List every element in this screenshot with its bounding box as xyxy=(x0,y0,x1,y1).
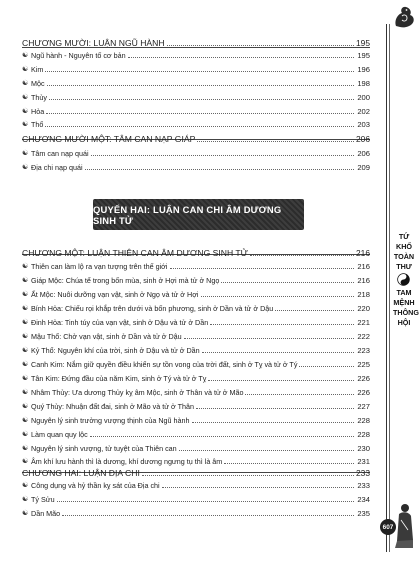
toc-item[interactable] xyxy=(22,291,370,299)
toc-entry-text: Hỏa xyxy=(31,107,45,116)
toc-item[interactable] xyxy=(22,94,370,102)
toc-page-number: 235 xyxy=(357,509,370,518)
dot-leader xyxy=(201,296,355,297)
yin-yang-bullet-icon: ☯ xyxy=(22,291,29,298)
yin-yang-bullet-icon: ☯ xyxy=(22,80,29,87)
toc-item[interactable] xyxy=(22,319,370,327)
toc-item[interactable] xyxy=(22,445,370,453)
yin-yang-bullet-icon: ☯ xyxy=(22,510,29,517)
dot-leader xyxy=(184,338,354,339)
side-title-line: MỆNH xyxy=(393,298,415,307)
toc-item[interactable] xyxy=(22,403,370,411)
toc-entry-text: CHƯƠNG MƯỜI: LUẬN NGŨ HÀNH xyxy=(22,38,165,48)
toc-page-number: 198 xyxy=(357,79,370,88)
yin-yang-bullet-icon: ☯ xyxy=(22,277,29,284)
toc-item[interactable] xyxy=(22,333,370,341)
dot-leader xyxy=(46,113,354,114)
toc-page-number: 227 xyxy=(357,402,370,411)
dot-leader xyxy=(197,141,354,142)
side-title-line: THÔNG xyxy=(393,308,419,317)
toc-item[interactable] xyxy=(22,150,370,158)
toc-page-number: 234 xyxy=(357,495,370,504)
side-title-line: HỘI xyxy=(397,318,411,327)
dot-leader xyxy=(221,282,354,283)
yin-yang-bullet-icon: ☯ xyxy=(22,94,29,101)
dot-leader xyxy=(57,501,354,502)
yin-yang-bullet-icon: ☯ xyxy=(22,164,29,171)
toc-entry-text: Địa chi nạp quái xyxy=(31,163,83,172)
dot-leader xyxy=(224,463,354,464)
dot-leader xyxy=(210,324,354,325)
toc-item[interactable] xyxy=(22,52,370,60)
yin-yang-bullet-icon: ☯ xyxy=(22,305,29,312)
toc-page-number: 203 xyxy=(357,120,370,129)
toc-page-number: 220 xyxy=(357,304,370,313)
toc-page-number: 230 xyxy=(357,444,370,453)
toc-chapter[interactable] xyxy=(22,38,370,48)
toc-entry-text: Bính Hỏa: Chiếu rọi khắp trên dưới và bốn phương, sinh ở Dần và tử ở Dậu xyxy=(31,304,274,313)
yin-yang-bullet-icon: ☯ xyxy=(22,431,29,438)
toc-entry-text: Mộc xyxy=(31,79,45,88)
toc-page-number: 223 xyxy=(357,346,370,355)
yin-yang-bullet-icon: ☯ xyxy=(22,445,29,452)
toc-entry-text: Tâm can nạp quái xyxy=(31,149,89,158)
side-title-line: TOÀN xyxy=(393,252,415,261)
toc-page-number: 200 xyxy=(357,93,370,102)
toc-entry-text: Canh Kim: Nắm giữ quyền điều khiển sự tồn vong của trời đất, sinh ở Tỵ và tử ở Tý xyxy=(31,360,298,369)
toc-page-number: 226 xyxy=(357,388,370,397)
toc-entry-text: CHƯƠNG MƯỜI MỘT: TÂM CAN NẠP GIÁP xyxy=(22,134,196,144)
yin-yang-bullet-icon: ☯ xyxy=(22,496,29,503)
toc-page-number: 222 xyxy=(357,332,370,341)
yin-yang-bullet-icon: ☯ xyxy=(22,347,29,354)
side-decoration xyxy=(380,0,419,575)
toc-entry-text: Nhâm Thủy: Ưa dương Thủy kỵ âm Mộc, sinh ở Thân và tử ở Mão xyxy=(31,388,244,397)
toc-item[interactable] xyxy=(22,375,370,383)
toc-page-number: 216 xyxy=(357,276,370,285)
toc-entry-text: Tý Sửu xyxy=(31,495,55,504)
dot-leader xyxy=(167,45,354,46)
page-number-badge: 607 xyxy=(380,519,396,535)
toc-page-number: 228 xyxy=(357,430,370,439)
toc-entry-text: Công dụng và hỷ thần kỵ sát của Địa chi xyxy=(31,481,160,490)
dot-leader xyxy=(299,366,354,367)
toc-item[interactable] xyxy=(22,66,370,74)
toc-entry-text: Tân Kim: Đứng đầu của năm Kim, sinh ở Tý và tử ở Tỵ xyxy=(31,374,207,383)
dot-leader xyxy=(142,475,354,476)
yin-yang-bullet-icon: ☯ xyxy=(22,319,29,326)
banner-title: QUYỂN HAI: LUẬN CAN CHI ÂM DƯƠNG SINH TỬ xyxy=(93,203,282,226)
dot-leader xyxy=(179,450,354,451)
toc-page-number: 233 xyxy=(357,481,370,490)
toc-page-number: 216 xyxy=(356,248,370,258)
toc-chapter[interactable] xyxy=(22,248,370,258)
yin-yang-bullet-icon: ☯ xyxy=(22,417,29,424)
toc-item[interactable] xyxy=(22,417,370,425)
toc-entry-text: Kim xyxy=(31,65,44,74)
dot-leader xyxy=(49,99,354,100)
yin-yang-bullet-icon: ☯ xyxy=(22,458,29,465)
toc-item[interactable] xyxy=(22,263,370,271)
toc-entry-text: CHƯƠNG HAI: LUẬN ĐỊA CHI xyxy=(22,468,140,478)
toc-item[interactable] xyxy=(22,108,370,116)
toc-item[interactable] xyxy=(22,305,370,313)
toc-page-number: 233 xyxy=(356,468,370,478)
section-banner xyxy=(93,199,304,230)
toc-item[interactable] xyxy=(22,361,370,369)
toc-item[interactable] xyxy=(22,121,370,129)
toc-page-number: 195 xyxy=(356,38,370,48)
toc-entry-text: Đinh Hỏa: Tinh túy của vạn vật, sinh ở Dậu và tử ở Dần xyxy=(31,318,209,327)
toc-entry-text: Quý Thủy: Nhuận đất đai, sinh ở Mão và tử ở Thân xyxy=(31,402,194,411)
side-title-line: TỨ xyxy=(398,232,410,241)
dot-leader xyxy=(162,487,354,488)
toc-entry-text: Ngũ hành - Nguyên tố cơ bản xyxy=(31,51,126,60)
toc-page-number: 202 xyxy=(357,107,370,116)
side-title-line: KHỐ xyxy=(396,242,412,251)
dot-leader xyxy=(196,408,354,409)
dot-leader xyxy=(192,422,355,423)
toc-entry-text: Thổ xyxy=(31,120,44,129)
dot-leader xyxy=(45,126,354,127)
dot-leader xyxy=(250,255,354,256)
yin-yang-bullet-icon: ☯ xyxy=(22,361,29,368)
toc-item[interactable] xyxy=(22,458,370,466)
dot-leader xyxy=(90,436,354,437)
toc-page-number: 221 xyxy=(357,318,370,327)
dot-leader xyxy=(45,71,354,72)
toc-item[interactable] xyxy=(22,389,370,397)
toc-entry-text: Ất Mộc: Nuôi dưỡng vạn vật, sinh ở Ngọ và tử ở Hợi xyxy=(31,290,199,299)
toc-entry-text: Kỷ Thổ: Nguyên khí của trời, sinh ở Dậu và tử ở Dần xyxy=(31,346,200,355)
toc-chapter[interactable] xyxy=(22,134,370,144)
toc-entry-text: Dần Mão xyxy=(31,509,61,518)
toc-entry-text: Nguyên lý sinh trưởng vượng thịnh của Ngũ hành xyxy=(31,416,190,425)
side-rule xyxy=(386,24,387,552)
dot-leader xyxy=(202,352,354,353)
yin-yang-bullet-icon: ☯ xyxy=(22,482,29,489)
dot-leader xyxy=(62,515,354,516)
toc-page-number: 231 xyxy=(357,457,370,466)
dot-leader xyxy=(245,394,354,395)
toc-entry-text: Âm khí lưu hành thì là dương, khí dương ngưng tụ thì là âm xyxy=(31,457,223,466)
toc-page-number: 218 xyxy=(357,290,370,299)
yin-yang-bullet-icon: ☯ xyxy=(22,403,29,410)
toc-item[interactable] xyxy=(22,510,370,518)
yin-yang-bullet-icon: ☯ xyxy=(22,52,29,59)
toc-page-number: 206 xyxy=(357,149,370,158)
dot-leader xyxy=(85,169,354,170)
toc-item[interactable] xyxy=(22,347,370,355)
toc-page-number: 195 xyxy=(357,51,370,60)
toc-page-number: 228 xyxy=(357,416,370,425)
dragon-ornament-icon xyxy=(392,4,416,30)
dot-leader xyxy=(128,57,354,58)
toc-entry-text: Giáp Mộc: Chúa tể trong bốn mùa, sinh ở Hợi mà tử ở Ngọ xyxy=(31,276,220,285)
side-title-line: TAM xyxy=(396,288,412,297)
toc-page-number: 225 xyxy=(357,360,370,369)
toc-entry-text: Mậu Thổ: Chở vạn vật, sinh ở Dần và tử ở Dậu xyxy=(31,332,182,341)
yin-yang-bullet-icon: ☯ xyxy=(22,375,29,382)
side-title-line: THƯ xyxy=(396,262,412,271)
yin-yang-bullet-icon: ☯ xyxy=(22,66,29,73)
dot-leader xyxy=(275,310,354,311)
dot-leader xyxy=(47,85,354,86)
yin-yang-bullet-icon: ☯ xyxy=(22,389,29,396)
toc-item[interactable] xyxy=(22,277,370,285)
yin-yang-bullet-icon: ☯ xyxy=(22,121,29,128)
yin-yang-icon xyxy=(397,273,410,286)
toc-entry-text: Thiên can làm lộ ra vạn tượng trên thế giới xyxy=(31,262,168,271)
toc-page-number: 226 xyxy=(357,374,370,383)
side-rule-inner xyxy=(389,24,390,552)
toc-page-number: 196 xyxy=(357,65,370,74)
toc-page-number: 206 xyxy=(356,134,370,144)
dot-leader xyxy=(91,155,354,156)
yin-yang-bullet-icon: ☯ xyxy=(22,108,29,115)
yin-yang-bullet-icon: ☯ xyxy=(22,333,29,340)
toc-entry-text: Thủy xyxy=(31,93,47,102)
yin-yang-bullet-icon: ☯ xyxy=(22,263,29,270)
toc-item[interactable] xyxy=(22,482,370,490)
toc-chapter[interactable] xyxy=(22,468,370,478)
toc-page-number: 216 xyxy=(357,262,370,271)
toc-entry-text: Nguyên lý sinh vượng, tử tuyệt của Thiên can xyxy=(31,444,177,453)
toc-entry-text: Làm quan quy lộc xyxy=(31,430,88,439)
toc-item[interactable] xyxy=(22,164,370,172)
toc-page-number: 209 xyxy=(357,163,370,172)
dot-leader xyxy=(208,380,354,381)
yin-yang-bullet-icon: ☯ xyxy=(22,150,29,157)
toc-item[interactable] xyxy=(22,496,370,504)
toc-item[interactable] xyxy=(22,80,370,88)
toc-entry-text: CHƯƠNG MỘT: LUẬN THIÊN CAN ÂM DƯƠNG SINH TỬ xyxy=(22,248,248,258)
toc-item[interactable] xyxy=(22,431,370,439)
dot-leader xyxy=(170,268,355,269)
